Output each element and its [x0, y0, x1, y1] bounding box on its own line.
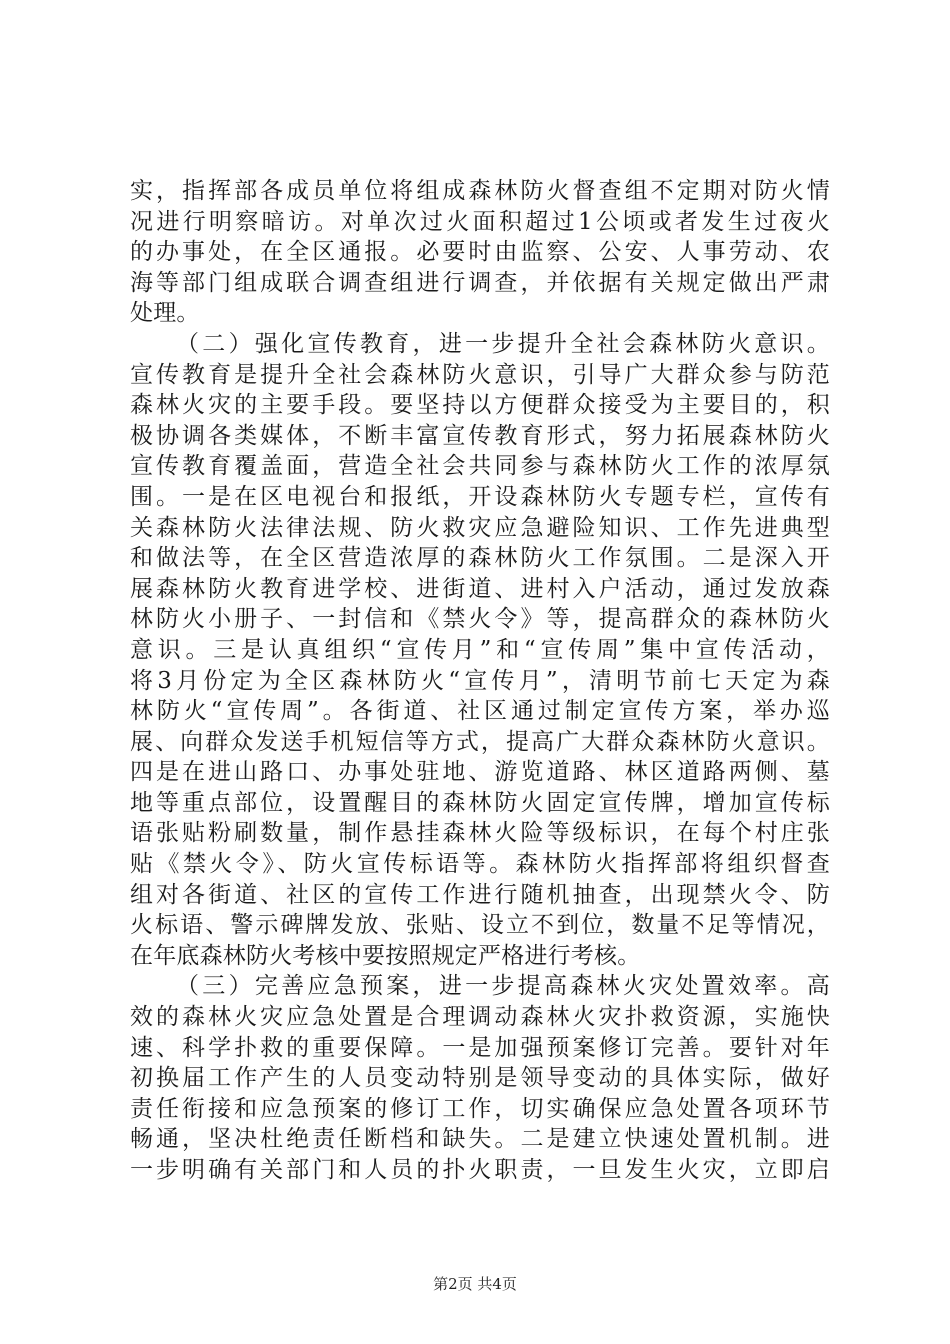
document-body: [130, 176, 830, 1186]
text-line: 森林火灾的主要手段。要坚持以方便群众接受为主要目的，积: [130, 392, 830, 419]
text-line: 林防火小册子、一封信和《禁火令》等，提高群众的森林防火: [130, 606, 830, 633]
text-line: 效的森林火灾应急处置是合理调动森林火灾扑救资源，实施快: [130, 1004, 830, 1031]
text-line: 在年底森林防火考核中要按照规定严格进行考核。: [130, 942, 641, 969]
text-line: 处理。: [130, 300, 200, 327]
text-line: 意识。三是认真组织“宣传月”和“宣传周”集中宣传活动，: [130, 636, 830, 663]
text-line: 展森林防火教育进学校、进街道、进村入户活动，通过发放森: [130, 575, 830, 602]
text-line: 的办事处，在全区通报。必要时由监察、公安、人事劳动、农: [130, 239, 830, 266]
text-line: 实，指挥部各成员单位将组成森林防火督查组不定期对防火情: [130, 178, 830, 204]
text-line: 速、科学扑救的重要保障。一是加强预案修订完善。要针对年: [130, 1034, 830, 1061]
text-line: 关森林防火法律法规、防火救灾应急避险知识、工作先进典型: [130, 514, 830, 541]
text-line: 海等部门组成联合调查组进行调查，并依据有关规定做出严肃: [130, 269, 830, 296]
text-line: （二）强化宣传教育，进一步提升全社会森林防火意识。: [176, 330, 830, 357]
text-line: 贴《禁火令》、防火宣传标语等。森林防火指挥部将组织督查: [130, 851, 830, 878]
text-line: 一步明确有关部门和人员的扑火职责，一旦发生火灾，立即启: [130, 1157, 830, 1183]
text-line: 责任衔接和应急预案的修订工作，切实确保应急处置各项环节: [130, 1095, 830, 1122]
text-line: 畅通，坚决杜绝责任断档和缺失。二是建立快速处置机制。进: [130, 1126, 830, 1153]
text-line: 地等重点部位，设置醒目的森林防火固定宣传牌，增加宣传标: [130, 789, 830, 816]
text-line: 组对各街道、社区的宣传工作进行随机抽查，出现禁火令、防: [130, 881, 830, 908]
text-line: 和做法等，在全区营造浓厚的森林防火工作氛围。二是深入开: [130, 545, 830, 572]
text-line: 况进行明察暗访。对单次过火面积超过1公顷或者发生过夜火: [130, 208, 830, 235]
text-line: 四是在进山路口、办事处驻地、游览道路、林区道路两侧、墓: [130, 759, 830, 786]
text-line: （三）完善应急预案，进一步提高森林火灾处置效率。高: [176, 973, 830, 1000]
text-line: 语张贴粉刷数量，制作悬挂森林火险等级标识，在每个村庄张: [130, 820, 830, 847]
text-line: 宣传教育是提升全社会森林防火意识，引导广大群众参与防范: [130, 361, 830, 388]
text-line: 火标语、警示碑牌发放、张贴、设立不到位，数量不足等情况，: [130, 912, 830, 939]
text-line: 林防火“宣传周”。各街道、社区通过制定宣传方案，举办巡: [130, 698, 830, 725]
text-line: 将3月份定为全区森林防火“宣传月”，清明节前七天定为森: [130, 667, 830, 694]
text-line: 宣传教育覆盖面，营造全社会共同参与森林防火工作的浓厚氛: [130, 453, 830, 480]
page-footer: 第2页 共4页: [433, 1275, 517, 1293]
text-line: 展、向群众发送手机短信等方式，提高广大群众森林防火意识。: [130, 728, 830, 755]
text-line: 极协调各类媒体，不断丰富宣传教育形式，努力拓展森林防火: [130, 422, 830, 449]
text-line: 围。一是在区电视台和报纸，开设森林防火专题专栏，宣传有: [130, 483, 830, 510]
text-line: 初换届工作产生的人员变动特别是领导变动的具体实际，做好: [130, 1065, 830, 1092]
